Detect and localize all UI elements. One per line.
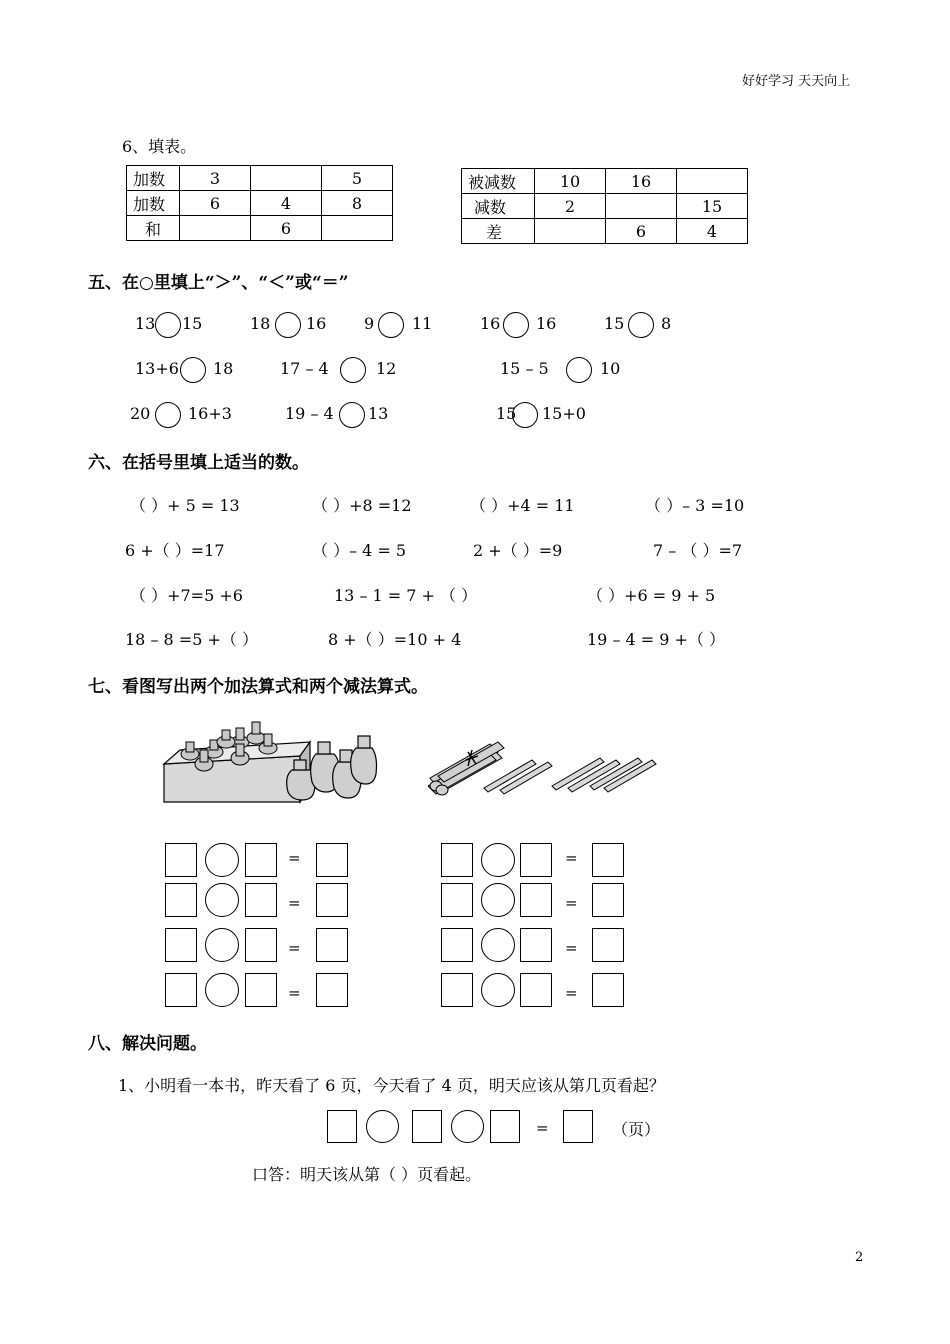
operator-circle[interactable] xyxy=(205,973,239,1007)
addition-table xyxy=(126,165,393,241)
subtraction-table xyxy=(461,168,748,244)
cell[interactable] xyxy=(606,194,677,219)
equals-sign: = xyxy=(565,984,578,1002)
fill-expression[interactable]: （ ）+4 = 11 xyxy=(470,496,575,515)
compare-right: 16 xyxy=(306,314,327,333)
equals-sign: = xyxy=(288,984,301,1002)
cell[interactable]: 5 xyxy=(322,166,393,191)
answer-box[interactable] xyxy=(245,973,277,1007)
answer-box[interactable] xyxy=(520,928,552,962)
cell: 被减数 xyxy=(462,169,535,194)
answer-box[interactable] xyxy=(520,843,552,877)
operator-circle[interactable] xyxy=(481,843,515,877)
compare-left: 15 xyxy=(496,404,517,423)
cell[interactable]: 15 xyxy=(677,194,748,219)
cell[interactable] xyxy=(535,219,606,244)
cell: 减数 xyxy=(462,194,535,219)
answer-box[interactable] xyxy=(165,973,197,1007)
fill-expression[interactable]: （ ）– 3 =10 xyxy=(645,496,745,515)
cell: 加数 xyxy=(127,191,180,216)
compare-left: 20 xyxy=(130,404,151,423)
answer-box[interactable] xyxy=(245,843,277,877)
cell[interactable] xyxy=(180,216,251,241)
fill-expression[interactable]: （ ）+6 = 9 + 5 xyxy=(587,586,716,605)
answer-box[interactable] xyxy=(441,928,473,962)
answer-box[interactable] xyxy=(245,928,277,962)
equals-sign: = xyxy=(536,1119,549,1137)
answer-box[interactable] xyxy=(327,1110,357,1143)
compare-circle[interactable] xyxy=(628,312,654,338)
equals-sign: = xyxy=(565,939,578,957)
compare-left: 19 – 4 xyxy=(285,404,334,423)
cell[interactable]: 2 xyxy=(535,194,606,219)
cell[interactable]: 4 xyxy=(251,191,322,216)
compare-circle[interactable] xyxy=(340,357,366,383)
cell[interactable]: 6 xyxy=(606,219,677,244)
equals-sign: = xyxy=(288,849,301,867)
cell[interactable]: 3 xyxy=(180,166,251,191)
cell: 差 xyxy=(462,219,535,244)
compare-circle[interactable] xyxy=(339,402,365,428)
compare-right: 11 xyxy=(412,314,433,333)
compare-left: 17 – 4 xyxy=(280,359,329,378)
operator-circle[interactable] xyxy=(481,928,515,962)
cell[interactable] xyxy=(677,169,748,194)
answer-box[interactable] xyxy=(490,1110,520,1143)
compare-circle[interactable] xyxy=(155,312,181,338)
answer-box[interactable] xyxy=(316,883,348,917)
compare-right: 15+0 xyxy=(542,404,586,423)
answer-box[interactable] xyxy=(245,883,277,917)
fill-expression[interactable]: 2 +（ ）=9 xyxy=(473,541,563,560)
compare-circle[interactable] xyxy=(180,357,206,383)
answer-box[interactable] xyxy=(441,843,473,877)
answer-box[interactable] xyxy=(563,1110,593,1143)
compare-right: 16+3 xyxy=(188,404,232,423)
equals-sign: = xyxy=(565,849,578,867)
section-7-title: 七、看图写出两个加法算式和两个减法算式。 xyxy=(88,677,428,697)
answer-box[interactable] xyxy=(165,843,197,877)
answer-box[interactable] xyxy=(592,928,624,962)
answer-box[interactable] xyxy=(316,973,348,1007)
answer-box[interactable] xyxy=(520,883,552,917)
answer-box[interactable] xyxy=(441,883,473,917)
operator-circle[interactable] xyxy=(481,973,515,1007)
compare-right: 18 xyxy=(213,359,234,378)
cell[interactable] xyxy=(251,166,322,191)
compare-left: 18 xyxy=(250,314,271,333)
section-8-title: 八、解决问题。 xyxy=(88,1034,207,1054)
answer-box[interactable] xyxy=(592,883,624,917)
header-motto: 好好学习 天天向上 xyxy=(742,74,851,89)
answer-box[interactable] xyxy=(520,973,552,1007)
bottle-crate-illustration xyxy=(160,712,380,812)
operator-circle[interactable] xyxy=(205,843,239,877)
answer-box[interactable] xyxy=(441,973,473,1007)
equals-sign: = xyxy=(288,939,301,957)
equals-sign: = xyxy=(565,894,578,912)
compare-left: 9 xyxy=(364,314,375,333)
problem-1-text: 1、小明看一本书，昨天看了 6 页，今天看了 4 页，明天应该从第几页看起？ xyxy=(118,1076,665,1095)
answer-box[interactable] xyxy=(412,1110,442,1143)
compare-right: 13 xyxy=(368,404,389,423)
fill-expression[interactable]: 8 +（ ）=10 + 4 xyxy=(328,630,462,649)
section-5-title: 五、在○里填上“＞”、“＜”或“＝” xyxy=(88,273,349,293)
cell[interactable]: 6 xyxy=(180,191,251,216)
compare-right: 12 xyxy=(376,359,397,378)
answer-box[interactable] xyxy=(316,928,348,962)
fill-expression[interactable]: （ ）+8 =12 xyxy=(312,496,412,515)
compare-right: 8 xyxy=(661,314,672,333)
fill-expression[interactable]: 19 – 4 = 9 +（ ） xyxy=(587,630,726,649)
compare-circle[interactable] xyxy=(378,312,404,338)
sticks-bundle-illustration xyxy=(428,738,658,800)
compare-circle[interactable] xyxy=(566,357,592,383)
page-number: 2 xyxy=(855,1250,864,1265)
cell: 加数 xyxy=(127,166,180,191)
operator-circle[interactable] xyxy=(205,928,239,962)
compare-circle[interactable] xyxy=(275,312,301,338)
answer-box[interactable] xyxy=(592,843,624,877)
fill-expression[interactable]: 13 – 1 = 7 + （ ） xyxy=(334,586,478,605)
operator-circle[interactable] xyxy=(451,1110,484,1143)
compare-left: 15 – 5 xyxy=(500,359,549,378)
operator-circle[interactable] xyxy=(205,883,239,917)
section-6-title: 六、在括号里填上适当的数。 xyxy=(88,453,309,473)
compare-left: 13+6 xyxy=(135,359,179,378)
fill-expression[interactable]: 7 – （ ）=7 xyxy=(653,541,743,560)
compare-circle[interactable] xyxy=(155,402,181,428)
fill-expression[interactable]: （ ）+ 5 = 13 xyxy=(130,496,240,515)
q6-title: 6、填表。 xyxy=(122,137,197,156)
cell[interactable]: 8 xyxy=(322,191,393,216)
cell[interactable] xyxy=(322,216,393,241)
answer-box[interactable] xyxy=(592,973,624,1007)
fill-expression[interactable]: 6 +（ ）=17 xyxy=(125,541,225,560)
fill-expression[interactable]: （ ）+7=5 +6 xyxy=(130,586,243,605)
oral-answer[interactable]: 口答：明天该从第（ ）页看起。 xyxy=(252,1165,482,1184)
compare-right: 16 xyxy=(536,314,557,333)
compare-circle[interactable] xyxy=(503,312,529,338)
equals-sign: = xyxy=(288,894,301,912)
compare-right: 15 xyxy=(182,314,203,333)
cell: 和 xyxy=(127,216,180,241)
answer-box[interactable] xyxy=(165,928,197,962)
cell[interactable]: 6 xyxy=(251,216,322,241)
unit-label: （页） xyxy=(612,1120,661,1139)
fill-expression[interactable]: 18 – 8 =5 +（ ） xyxy=(125,630,258,649)
compare-left: 16 xyxy=(480,314,501,333)
cell[interactable]: 16 xyxy=(606,169,677,194)
compare-right: 10 xyxy=(600,359,621,378)
compare-circle[interactable] xyxy=(512,402,538,428)
answer-box[interactable] xyxy=(165,883,197,917)
compare-left: 13 xyxy=(135,314,156,333)
compare-left: 15 xyxy=(604,314,625,333)
cell[interactable]: 10 xyxy=(535,169,606,194)
operator-circle[interactable] xyxy=(366,1110,399,1143)
answer-box[interactable] xyxy=(316,843,348,877)
operator-circle[interactable] xyxy=(481,883,515,917)
cell[interactable]: 4 xyxy=(677,219,748,244)
fill-expression[interactable]: （ ）– 4 = 5 xyxy=(312,541,407,560)
